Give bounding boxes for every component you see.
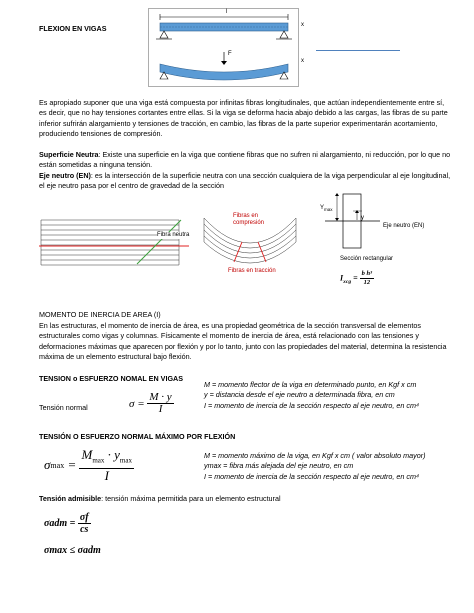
max-stress-definitions — [204, 451, 462, 482]
compresion-label: Fibras en compresión — [233, 213, 265, 226]
definition-m: M = momento flector de la viga en determinado punto, en Kgf x cm — [204, 380, 417, 389]
neutral-surface-text: : Existe una superficie en la viga que contiene fibras que no sufren ni alargamiento, ni reducción, por lo que no están sometidas a ninguna tensión. — [39, 150, 451, 170]
admissible-formula: σadm = $\frac{\sigma f}{cs}$ — [44, 512, 89, 535]
admissible-term: Tensión admisible — [39, 494, 102, 503]
mmax-subscript: max — [92, 456, 105, 465]
ymax-numerator-subscript: max — [119, 456, 132, 465]
definition-mmax: M = momento máximo de la viga, en Kgf x cm ( valor absoluto mayor) — [204, 451, 426, 460]
ymax-symbol: Y — [320, 205, 325, 211]
section-diagram — [315, 192, 390, 252]
intro-paragraph: Es apropiado suponer que una viga está compuesta por infinitas fibras longitudinales, que actúan independientemente entre sí, es decir, que no hay tensiones cortantes entre ellas. Si la viga se deforma hacia abajo debido a las cargas, las fibras de su parte inferior sufrirán alargamiento y tensiones de tracción, en cambio, las fibras de la parte superior experimentarán acortamiento, produciendo tensiones de compresión. — [39, 98, 448, 139]
beam-x-label: x — [301, 22, 304, 28]
admissible-text: : tensión máxima permitida para un elemento estructural — [101, 494, 281, 503]
neutral-surface-term: Superficie Neutra — [39, 150, 99, 159]
ixcg-denominator: 12 — [363, 279, 371, 286]
neutral-surface-definition — [39, 150, 451, 171]
fibra-neutra-label: Fibra neutra — [157, 232, 190, 238]
neutral-axis-definition — [39, 171, 451, 192]
normal-stress-numerator: M · y — [149, 391, 172, 403]
sigma-max-subscript: max — [50, 460, 65, 470]
ixcg-subscript: xcg — [343, 278, 352, 285]
ymax-label — [320, 205, 333, 213]
traccion-label: Fibras en tracción — [228, 268, 276, 274]
seccion-rectangular-label: Sección rectangular — [340, 256, 394, 262]
mmax-symbol: M — [81, 447, 93, 462]
force-label: F — [228, 51, 232, 57]
eje-neutro-label: Eje neutro (EN) — [383, 223, 425, 229]
max-stress-formula: σ max = $\frac{M_{max} \cdot y_{max}}{I}$ — [44, 447, 132, 483]
normal-stress-denominator: I — [158, 403, 163, 415]
admissible-numerator: σf — [79, 512, 89, 523]
beam-diagram — [148, 8, 308, 88]
y-label: y — [361, 215, 364, 221]
ixcg-numerator: b h³ — [361, 270, 373, 277]
fibers-block-diagram — [39, 212, 199, 282]
dot-operator: · — [104, 447, 115, 462]
definition-i-max: I = momento de inercia de la sección respecto al eje neutro, en cm⁴ — [204, 471, 420, 481]
ixcg-formula: $I_{xcg}$ = $\frac{\text{b h³}}{12}$ — [340, 270, 373, 286]
sigma-symbol: σ — [129, 397, 135, 410]
max-stress-heading: TENSIÓN O ESFUERZO NORMAL MÁXIMO POR FLEXIÓN — [39, 432, 236, 441]
inertia-paragraph: En las estructuras, el momento de inercia de área, es una propiedad geométrica de la sección transversal de elementos estructurales como vigas y columnas. Físicamente el momento de inercia de área, está relacionado con las tensiones y deformaciones máximas que aparecen por flexión y por lo tanto, junto con las propiedades del material, determina la resistencia máxima de un elemento estructural bajo flexión. — [39, 321, 447, 362]
sigma-adm-symbol: σadm — [44, 518, 68, 529]
bent-beam-x-label: x — [301, 58, 304, 64]
sigma-max-symbol: σ — [44, 457, 51, 473]
admissible-definition — [39, 494, 451, 504]
normal-stress-heading: TENSION o ESFUERZO NOMAL EN VIGAS — [39, 374, 184, 383]
admissible-denominator: cs — [80, 524, 89, 535]
definition-ymax: ymax = fibra más alejada del eje neutro, en cm — [204, 461, 354, 471]
definition-i: I = momento de inercia de la sección respecto al eje neutro, en cm⁴ — [204, 400, 420, 410]
ixcg-symbol: I — [340, 273, 344, 283]
neutral-axis-text: : es la intersección de la superficie neutra con una sección cualquiera de la viga perpendicular al eje longitudinal, el eje neutro pasa por el centro de gravedad de la sección — [39, 171, 451, 191]
ymax-subscript: max — [324, 207, 333, 213]
beam-length-label: l — [226, 9, 228, 15]
normal-stress-label: Tensión normal — [39, 403, 88, 412]
normal-stress-definitions — [204, 380, 462, 411]
decorative-line — [316, 50, 400, 51]
normal-stress-formula: σ = $\frac{M \cdot y}{I}$ — [129, 391, 172, 415]
page-title: FLEXION EN VIGAS — [39, 24, 107, 33]
inertia-heading: MOMENTO DE INERCIA DE AREA (I) — [39, 310, 161, 319]
definition-y: y = distancia desde el eje neutro a determinada fibra, en cm — [204, 390, 395, 400]
max-le-adm-formula: σmax ≤ σadm — [44, 545, 101, 556]
ymax-numerator-symbol: y — [114, 447, 120, 462]
neutral-axis-term: Eje neutro (EN) — [39, 171, 91, 180]
max-stress-denominator: I — [104, 467, 109, 483]
